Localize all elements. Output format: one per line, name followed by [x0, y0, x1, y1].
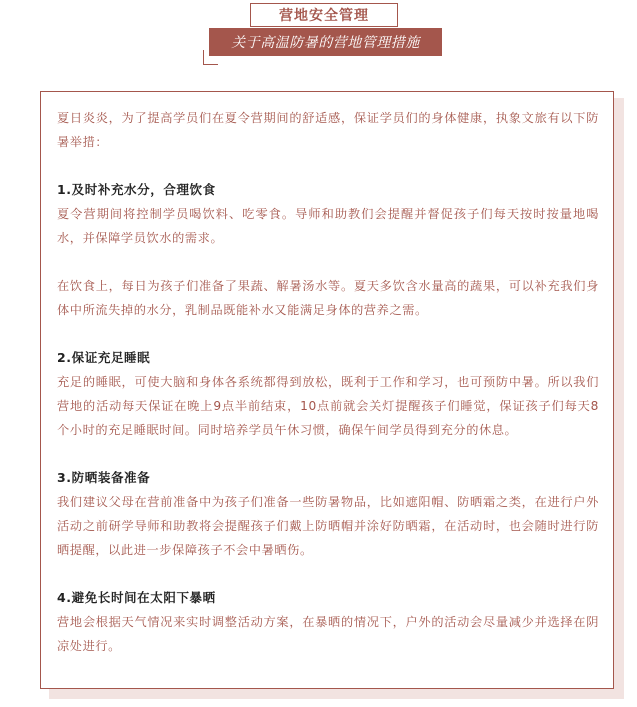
content-card	[40, 91, 614, 689]
section-paragraph: 在饮食上，每日为孩子们准备了果蔬、解暑汤水等。夏天多饮含水量高的蔬果，可以补充我们身体中所流失掉的水分，乳制品既能补水又能满足身体的营养之需。	[57, 279, 599, 317]
section-heading-avoid-sun: 4.避免长时间在太阳下暴晒	[57, 590, 216, 605]
section-subtitle: 关于高温防暑的营地管理措施	[209, 28, 442, 56]
section-paragraph: 我们建议父母在营前准备中为孩子们准备一些防暑物品，比如遮阳帽、防晒霜之类，在进行户外活动之前研学导师和助教将会提醒孩子们戴上防晒帽并涂好防晒霜，在活动时，也会随时进行防晒提醒，以此进一步保障孩子不会中暑晒伤。	[57, 495, 599, 557]
corner-decoration	[203, 50, 218, 65]
section-paragraph: 充足的睡眠，可使大脑和身体各系统都得到放松，既利于工作和学习，也可预防中暑。所以我们营地的活动每天保证在晚上9点半前结束，10点前就会关灯提醒孩子们睡觉，保证孩子们每天8个小时的充足睡眠时间。同时培养学员午休习惯，确保午间学员得到充分的休息。	[57, 375, 599, 437]
intro-paragraph: 夏日炎炎，为了提高学员们在夏令营期间的舒适感，保证学员们的身体健康，执象文旅有以下防暑举措：	[57, 111, 599, 149]
section-heading-sun-protection: 3.防晒装备准备	[57, 470, 151, 485]
section-heading-hydration: 1.及时补充水分，合理饮食	[57, 182, 216, 197]
section-paragraph: 营地会根据天气情况来实时调整活动方案，在暴晒的情况下，户外的活动会尽量减少并选择在阴凉处进行。	[57, 615, 599, 653]
section-paragraph: 夏令营期间将控制学员喝饮料、吃零食。导师和助教们会提醒并督促孩子们每天按时按量地喝水，并保障学员饮水的需求。	[57, 207, 599, 245]
section-heading-sleep: 2.保证充足睡眠	[57, 350, 151, 365]
section-title: 营地安全管理	[250, 3, 398, 27]
